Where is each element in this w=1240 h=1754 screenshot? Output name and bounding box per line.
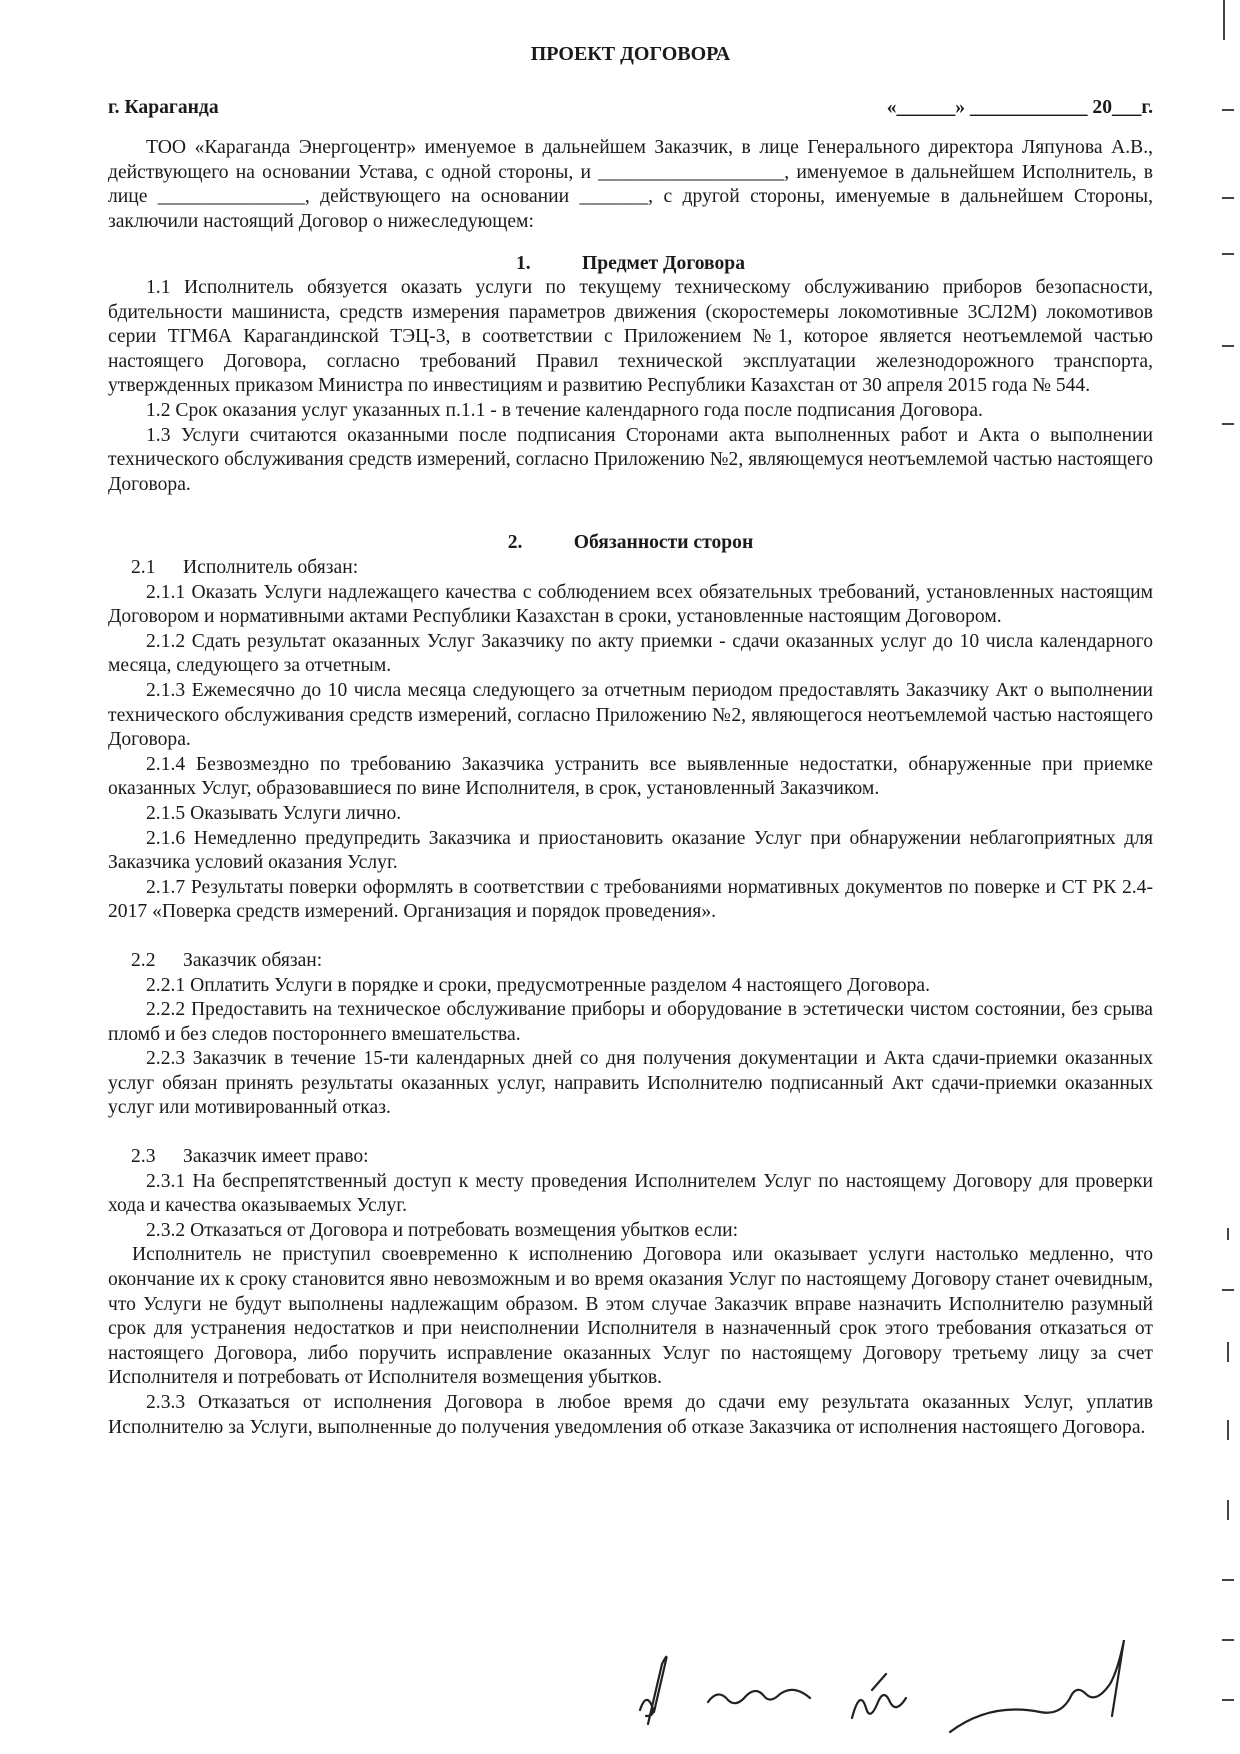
contract-date: «______» ____________ 20___г.	[886, 97, 1153, 118]
clause-2-1-3: 2.1.3 Ежемесячно до 10 числа месяца следующего за отчетным периодом предоставлять Заказчику Акт о выполнении технического обслуживания средств измерений, согласно Приложению №2, являющегося неотъемлемой частью настоящего Договора.	[108, 679, 1153, 751]
clause-2-1-7: 2.1.7 Результаты поверки оформлять в соответствии с требованиями нормативных документов по поверке и СТ РК 2.4-2017 «Поверка средств измерений. Организация и порядок проведения».	[108, 876, 1153, 923]
signature-4	[950, 1640, 1124, 1732]
header-row	[108, 96, 1153, 122]
subsection-2-3	[108, 1145, 1153, 1170]
section-2-heading	[108, 531, 1153, 556]
signatures	[620, 1640, 1160, 1750]
subsection-2-3-label: Заказчик имеет право:	[183, 1146, 369, 1168]
section-1-title: Предмет Договора	[582, 253, 745, 274]
clause-2-2-1: 2.2.1 Оплатить Услуги в порядке и сроки, предусмотренные разделом 4 настоящего Договора.	[146, 974, 931, 996]
clause-2-1-4: 2.1.4 Безвозмездно по требованию Заказчика устранить все выявленные недостатки, обнаруженные при приемке оказанных Услуг, образовавшиеся по вине Исполнителя, в срок, установленный Заказчиком.	[108, 753, 1153, 800]
clause-2-3-1: 2.3.1 На беспрепятственный доступ к месту проведения Исполнителем Услуг по настоящему Договору для проверки хода и качества оказываемых Услуг.	[108, 1170, 1153, 1217]
clause-2-3-3: 2.3.3 Отказаться от исполнения Договора в любое время до сдачи ему результата оказанных Услуг, уплатив Исполнителю за Услуги, выполненные до получения уведомления об отказе Заказчика от исполнения настоящего Договора.	[108, 1392, 1153, 1438]
subsection-2-2-number: 2.2	[131, 949, 156, 971]
signature-1	[640, 1657, 667, 1724]
section-2-title: Обязанности сторон	[573, 532, 754, 553]
section-2-body	[108, 556, 1153, 1440]
subsection-2-1-number: 2.1	[131, 557, 156, 578]
preamble: ТОО «Караганда Энергоцентр» именуемое в дальнейшем Заказчик, в лице Генерального директора Ляпунова А.В., действующего на основании Устава, с одной стороны, и ___________________, именуемое в дальнейшем Исполнитель, в лице _______________, действующего на основании _______, с другой стороны, именуемые в дальнейшем Стороны, заключили настоящий Договор о нижеследующем:	[108, 137, 1153, 232]
clause-2-2-2: 2.2.2 Предоставить на техническое обслуживание приборы и оборудование в эстетически чистом состоянии, без срыва пломб и без следов постороннего вмешательства.	[108, 999, 1153, 1045]
preamble-block	[108, 136, 1153, 234]
scan-edge-marks	[1218, 0, 1240, 1754]
city: г. Караганда	[108, 97, 219, 118]
subsection-2-1	[108, 556, 1153, 581]
section-1-body	[108, 276, 1153, 497]
clause-2-1-2: 2.1.2 Сдать результат оказанных Услуг Заказчику по акту приемки - сдачи оказанных услуг до 10 числа календарного месяца, следующего за отчетным.	[108, 630, 1153, 677]
clause-2-1-5: 2.1.5 Оказывать Услуги лично.	[146, 802, 402, 824]
section-2-number: 2.	[507, 532, 523, 553]
subsection-2-1-label: Исполнитель обязан:	[183, 557, 359, 578]
section-1-heading	[108, 252, 1153, 277]
clause-1-3: 1.3 Услуги считаются оказанными после подписания Сторонами акта выполненных работ и Акта о выполнении технического обслуживания средств измерений, согласно Приложению №2, являющемуся неотъемлемой частью настоящего Договора.	[108, 424, 1153, 495]
signature-2	[708, 1690, 810, 1703]
clause-2-3-2: 2.3.2 Отказаться от Договора и потребовать возмещения убытков если:	[146, 1219, 739, 1241]
clause-2-3-2-detail: Исполнитель не приступил своевременно к исполнению Договора или оказывает услуги настолько медленно, что окончание их к сроку становится явно невозможным и во время оказания Услуг по настоящему Договору станет очевидным, что Услуги не будут выполнены надлежащим образом. В этом случае Заказчик вправе назначить Исполнителю разумный срок для устранения недостатков и при неисполнении Исполнителя в назначенный срок этого требования отказаться от настоящего Договора, либо поручить исправление оказанных Услуг по настоящему Договору третьему лицу за счет Исполнителя и потребовать от Исполнителя возмещения убытков.	[108, 1244, 1153, 1389]
clause-2-1-6: 2.1.6 Немедленно предупредить Заказчика и приостановить оказание Услуг при обнаружении неблагоприятных для Заказчика условий оказания Услуг.	[108, 827, 1153, 874]
contract-page	[108, 0, 1153, 1754]
clause-2-2-3: 2.2.3 Заказчик в течение 15-ти календарных дней со дня получения документации и Акта сдачи-приемки оказанных услуг обязан принять результаты оказанных услуг, направить Исполнителю подписанный Акт сдачи-приемки оказанных услуг или мотивированный отказ.	[108, 1048, 1153, 1119]
clause-2-1-1: 2.1.1 Оказать Услуги надлежащего качества с соблюдением всех обязательных требований, установленных настоящим Договором и нормативными актами Республики Казахстан в сроки, установленные настоящим Договором.	[108, 581, 1153, 628]
document-title: ПРОЕКТ ДОГОВОРА	[530, 43, 731, 65]
subsection-2-2	[108, 949, 1153, 974]
subsection-2-3-number: 2.3	[131, 1146, 156, 1168]
clause-1-2: 1.2 Срок оказания услуг указанных п.1.1 - в течение календарного года после подписания Договора.	[146, 399, 983, 421]
section-1-number: 1.	[516, 253, 531, 274]
clause-1-1: 1.1 Исполнитель обязуется оказать услуги по текущему техническому обслуживанию приборов безопасности, бдительности машиниста, средств измерения параметров движения (скоростемеры локомотивные 3СЛ2М) локомотивов серии ТГМ6А Карагандинской ТЭЦ-3, в соответствии с Приложением №1, которое является неотъемлемой частью настоящего Договора, согласно требований Правил технической эксплуатации железнодорожного транспорта, утвержденных приказом Министра по инвестициям и развитию Республики Казахстан от 30 апреля 2015 года № 544.	[108, 277, 1153, 397]
subsection-2-2-label: Заказчик обязан:	[183, 949, 323, 971]
signature-3	[852, 1674, 906, 1718]
